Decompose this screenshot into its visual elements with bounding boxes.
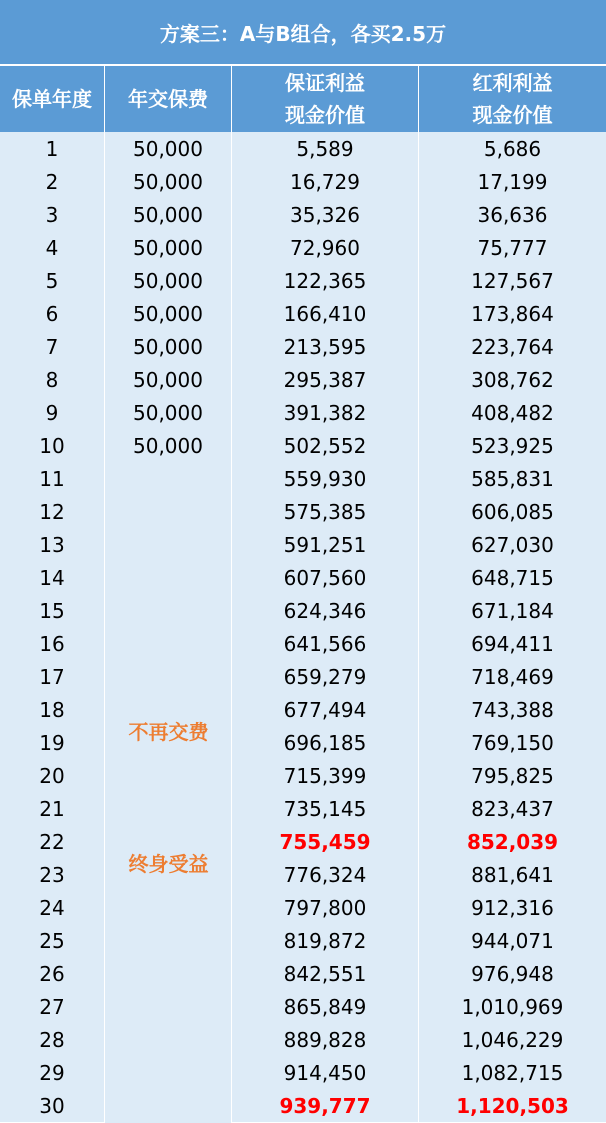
premium-cell: 50,000 xyxy=(105,363,232,396)
guaranteed-value-cell: 5,589 xyxy=(232,132,419,165)
table-row xyxy=(0,132,606,165)
table-row xyxy=(0,825,606,858)
dividend-value-cell: 408,482 xyxy=(419,396,606,429)
table-row xyxy=(0,231,606,264)
dividend-value-cell: 5,686 xyxy=(419,132,606,165)
table-row xyxy=(0,429,606,462)
merged-premium-cell xyxy=(105,462,232,1123)
year-cell: 17 xyxy=(0,660,105,693)
table-row xyxy=(0,660,606,693)
table-row xyxy=(0,990,606,1023)
year-cell: 3 xyxy=(0,198,105,231)
guaranteed-value-cell: 939,777 xyxy=(232,1089,419,1122)
year-cell: 23 xyxy=(0,858,105,891)
guaranteed-value-cell: 559,930 xyxy=(232,462,419,495)
guaranteed-value-cell: 391,382 xyxy=(232,396,419,429)
table-row xyxy=(0,891,606,924)
table-row xyxy=(0,462,606,495)
table-row xyxy=(0,330,606,363)
guaranteed-value-cell: 819,872 xyxy=(232,924,419,957)
table-row xyxy=(0,759,606,792)
header-guaranteed-line1: 保证利益 xyxy=(285,71,365,95)
guaranteed-value-cell: 591,251 xyxy=(232,528,419,561)
guaranteed-value-cell: 797,800 xyxy=(232,891,419,924)
note-no-more-payment: 不再交费 xyxy=(128,720,209,744)
dividend-value-cell: 1,082,715 xyxy=(419,1056,606,1089)
year-cell: 11 xyxy=(0,462,105,495)
dividend-value-cell: 881,641 xyxy=(419,858,606,891)
table-row xyxy=(0,726,606,759)
dividend-value-cell: 17,199 xyxy=(419,165,606,198)
dividend-value-cell: 585,831 xyxy=(419,462,606,495)
premium-cell: 50,000 xyxy=(105,132,232,165)
year-cell: 13 xyxy=(0,528,105,561)
premium-cell: 50,000 xyxy=(105,330,232,363)
table-row xyxy=(0,495,606,528)
dividend-value-cell: 223,764 xyxy=(419,330,606,363)
year-cell: 4 xyxy=(0,231,105,264)
year-cell: 8 xyxy=(0,363,105,396)
note-lifelong-benefit: 终身受益 xyxy=(128,852,209,876)
dividend-value-cell: 944,071 xyxy=(419,924,606,957)
year-cell: 30 xyxy=(0,1089,105,1122)
dividend-value-cell: 606,085 xyxy=(419,495,606,528)
premium-cell: 50,000 xyxy=(105,429,232,462)
year-cell: 29 xyxy=(0,1056,105,1089)
year-cell: 24 xyxy=(0,891,105,924)
header-guaranteed-value xyxy=(232,66,419,132)
dividend-value-cell: 1,046,229 xyxy=(419,1023,606,1056)
guaranteed-value-cell: 607,560 xyxy=(232,561,419,594)
dividend-value-cell: 308,762 xyxy=(419,363,606,396)
year-cell: 28 xyxy=(0,1023,105,1056)
year-cell: 21 xyxy=(0,792,105,825)
premium-cell: 50,000 xyxy=(105,165,232,198)
dividend-value-cell: 743,388 xyxy=(419,693,606,726)
guaranteed-value-cell: 624,346 xyxy=(232,594,419,627)
guaranteed-value-cell: 696,185 xyxy=(232,726,419,759)
year-cell: 2 xyxy=(0,165,105,198)
header-annual-premium-label: 年交保费 xyxy=(128,87,208,111)
premium-cell: 50,000 xyxy=(105,396,232,429)
table-row xyxy=(0,858,606,891)
dividend-value-cell: 718,469 xyxy=(419,660,606,693)
year-cell: 12 xyxy=(0,495,105,528)
guaranteed-value-cell: 914,450 xyxy=(232,1056,419,1089)
dividend-value-cell: 852,039 xyxy=(419,825,606,858)
guaranteed-value-cell: 865,849 xyxy=(232,990,419,1023)
dividend-value-cell: 523,925 xyxy=(419,429,606,462)
year-cell: 19 xyxy=(0,726,105,759)
table-title: 方案三：A与B组合，各买2.5万 xyxy=(0,0,606,66)
dividend-value-cell: 912,316 xyxy=(419,891,606,924)
table-row xyxy=(0,363,606,396)
guaranteed-value-cell: 735,145 xyxy=(232,792,419,825)
guaranteed-value-cell: 35,326 xyxy=(232,198,419,231)
guaranteed-value-cell: 16,729 xyxy=(232,165,419,198)
table-row xyxy=(0,264,606,297)
year-cell: 5 xyxy=(0,264,105,297)
dividend-value-cell: 694,411 xyxy=(419,627,606,660)
header-dividend-line1: 红利利益 xyxy=(472,71,553,95)
header-annual-premium xyxy=(105,66,232,132)
table-row xyxy=(0,957,606,990)
premium-cell: 50,000 xyxy=(105,198,232,231)
dividend-value-cell: 173,864 xyxy=(419,297,606,330)
dividend-value-cell: 648,715 xyxy=(419,561,606,594)
year-cell: 18 xyxy=(0,693,105,726)
table-row xyxy=(0,198,606,231)
table-row xyxy=(0,627,606,660)
premium-cell: 50,000 xyxy=(105,297,232,330)
header-policy-year-label: 保单年度 xyxy=(12,87,92,111)
table-row xyxy=(0,924,606,957)
guaranteed-value-cell: 213,595 xyxy=(232,330,419,363)
dividend-value-cell: 1,120,503 xyxy=(419,1089,606,1122)
table-row xyxy=(0,1023,606,1056)
year-cell: 1 xyxy=(0,132,105,165)
table-row xyxy=(0,1089,606,1122)
table-row xyxy=(0,1056,606,1089)
year-cell: 15 xyxy=(0,594,105,627)
table-row xyxy=(0,297,606,330)
header-dividend-line2: 现金价值 xyxy=(472,103,553,127)
year-cell: 10 xyxy=(0,429,105,462)
dividend-value-cell: 823,437 xyxy=(419,792,606,825)
year-cell: 7 xyxy=(0,330,105,363)
dividend-value-cell: 769,150 xyxy=(419,726,606,759)
table-row xyxy=(0,561,606,594)
table-row xyxy=(0,396,606,429)
year-cell: 6 xyxy=(0,297,105,330)
guaranteed-value-cell: 72,960 xyxy=(232,231,419,264)
guaranteed-value-cell: 715,399 xyxy=(232,759,419,792)
table-row xyxy=(0,165,606,198)
guaranteed-value-cell: 502,552 xyxy=(232,429,419,462)
table-row xyxy=(0,528,606,561)
year-cell: 26 xyxy=(0,957,105,990)
guaranteed-value-cell: 575,385 xyxy=(232,495,419,528)
table-row xyxy=(0,594,606,627)
year-cell: 25 xyxy=(0,924,105,957)
year-cell: 9 xyxy=(0,396,105,429)
dividend-value-cell: 36,636 xyxy=(419,198,606,231)
dividend-value-cell: 627,030 xyxy=(419,528,606,561)
year-cell: 22 xyxy=(0,825,105,858)
dividend-value-cell: 75,777 xyxy=(419,231,606,264)
header-guaranteed-line2: 现金价值 xyxy=(285,103,365,127)
guaranteed-value-cell: 659,279 xyxy=(232,660,419,693)
year-cell: 16 xyxy=(0,627,105,660)
premium-cell: 50,000 xyxy=(105,264,232,297)
premium-cell: 50,000 xyxy=(105,231,232,264)
guaranteed-value-cell: 755,459 xyxy=(232,825,419,858)
dividend-value-cell: 795,825 xyxy=(419,759,606,792)
dividend-value-cell: 671,184 xyxy=(419,594,606,627)
guaranteed-value-cell: 166,410 xyxy=(232,297,419,330)
guaranteed-value-cell: 122,365 xyxy=(232,264,419,297)
guaranteed-value-cell: 295,387 xyxy=(232,363,419,396)
guaranteed-value-cell: 677,494 xyxy=(232,693,419,726)
guaranteed-value-cell: 641,566 xyxy=(232,627,419,660)
table-row xyxy=(0,792,606,825)
year-cell: 20 xyxy=(0,759,105,792)
year-cell: 27 xyxy=(0,990,105,1023)
dividend-value-cell: 976,948 xyxy=(419,957,606,990)
year-cell: 14 xyxy=(0,561,105,594)
table-row xyxy=(0,693,606,726)
dividend-value-cell: 1,010,969 xyxy=(419,990,606,1023)
guaranteed-value-cell: 776,324 xyxy=(232,858,419,891)
dividend-value-cell: 127,567 xyxy=(419,264,606,297)
guaranteed-value-cell: 889,828 xyxy=(232,1023,419,1056)
table-body xyxy=(0,132,606,1122)
guaranteed-value-cell: 842,551 xyxy=(232,957,419,990)
header-policy-year xyxy=(0,66,105,132)
header-dividend-value xyxy=(419,66,606,132)
